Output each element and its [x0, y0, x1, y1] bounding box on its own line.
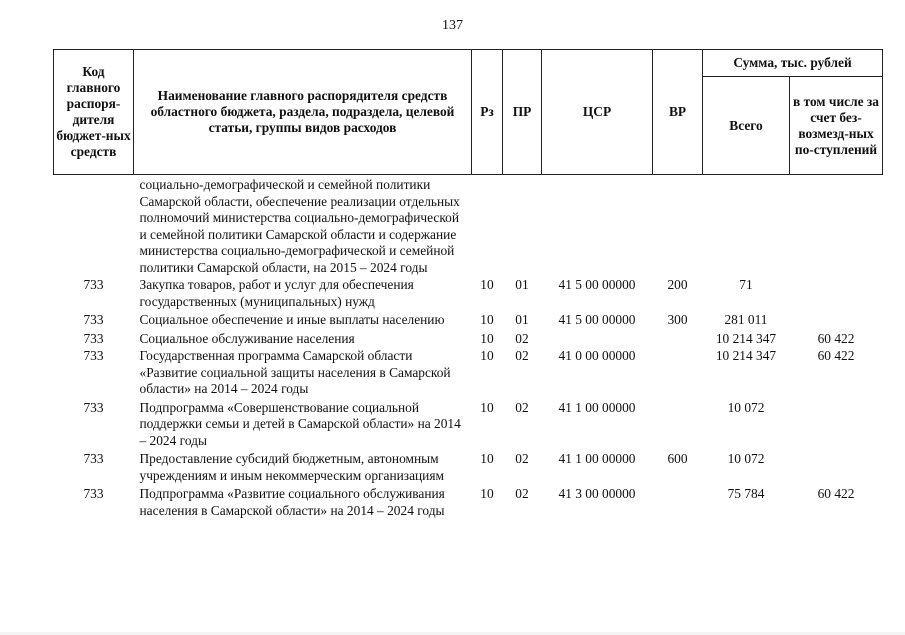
row-total: 71: [739, 277, 753, 292]
row-free: [790, 310, 883, 329]
row-code: 733: [83, 399, 104, 415]
table-row: [54, 310, 883, 329]
header-vr: ВР: [653, 50, 703, 175]
header-code: Код главного распоря-дителя бюджет-ных средств: [54, 50, 134, 175]
row-name: Социальное обслуживание населения: [139, 330, 355, 346]
row-code: 733: [83, 486, 104, 501]
row-name: Подпрограмма «Совершенствование социальной поддержки семьи и детей в Самарской области» на 2014 – 2024 годы: [139, 399, 461, 448]
row-rz: 10: [480, 486, 494, 501]
row-vr: [653, 398, 703, 450]
row-free: 60 422: [817, 330, 855, 346]
table-row: [54, 175, 883, 277]
row-vr: 300: [667, 312, 688, 327]
row-name: Подпрограмма «Развитие социального обслуживания населения в Самарской области» на 2014 – 2024 годы: [139, 486, 445, 518]
table-row: [54, 398, 883, 450]
row-rz: 10: [480, 330, 494, 346]
header-total: Всего: [703, 77, 790, 175]
row-vr: [653, 484, 703, 519]
row-pr: 02: [515, 451, 529, 466]
row-total: 10 072: [727, 399, 765, 415]
page-number: 137: [442, 18, 463, 33]
row-csr: 41 5 00 00000: [558, 277, 636, 292]
table-row: [54, 449, 883, 484]
row-name: Закупка товаров, работ и услуг для обеспечения государственных (муниципальных) нужд: [139, 277, 414, 309]
row-code: 733: [83, 348, 104, 363]
row-pr: 02: [515, 486, 529, 501]
budget-table: [53, 49, 883, 519]
table-row: [54, 276, 883, 310]
row-free: 60 422: [817, 486, 855, 501]
row-free: 60 422: [817, 348, 855, 363]
row-free: [790, 398, 883, 450]
row-rz: 10: [480, 312, 494, 327]
row-code: 733: [83, 451, 104, 466]
row-name: Государственная программа Самарской области «Развитие социальной защиты населения в Самарской области» на 2014 – 2024 годы: [139, 348, 451, 396]
header-rz: Рз: [472, 50, 503, 175]
row-code: 733: [83, 277, 104, 292]
row-vr: 600: [667, 451, 688, 466]
table-row: [54, 484, 883, 519]
continuation-text: социально-демографической и семейной политики Самарской области, обеспечение реализации отдельных полномочий министерства социально-демографической и семейной политики Самарской области и содержание министерства социально-демографической и семейной политики Самарской области, на 2015 – 2024 годы: [139, 177, 460, 275]
table-row: [54, 347, 883, 398]
row-pr: 02: [515, 330, 529, 346]
row-csr: 41 1 00 00000: [558, 451, 636, 466]
table-row: [54, 329, 883, 348]
row-rz: 10: [480, 399, 494, 415]
header-pr: ПР: [503, 50, 542, 175]
row-total: 281 011: [724, 312, 768, 327]
row-vr: [653, 347, 703, 398]
row-pr: 01: [515, 312, 529, 327]
row-total: 10 214 347: [715, 348, 777, 363]
header-free-receipts: в том числе за счет без-возмезд-ных по-ступлений: [790, 77, 883, 175]
header-csr: ЦСР: [542, 50, 653, 175]
row-vr: [653, 329, 703, 348]
row-rz: 10: [480, 451, 494, 466]
row-total: 10 214 347: [715, 330, 777, 346]
row-free: [790, 276, 883, 310]
row-rz: 10: [480, 348, 494, 363]
row-vr: 200: [667, 277, 688, 292]
row-csr: 41 3 00 00000: [558, 486, 636, 501]
row-csr: 41 5 00 00000: [558, 312, 636, 327]
table-header: [54, 50, 883, 175]
row-name: Предоставление субсидий бюджетным, автономным учреждениям и иным некоммерческим организациям: [139, 451, 444, 483]
header-sum-group: Сумма, тыс. рублей: [703, 50, 883, 77]
row-pr: 01: [515, 277, 529, 292]
row-pr: 02: [515, 399, 529, 415]
row-total: 10 072: [727, 451, 765, 466]
row-csr: [542, 329, 653, 348]
row-pr: 02: [515, 348, 529, 363]
table-body: [54, 175, 883, 520]
row-csr: 41 0 00 00000: [558, 348, 636, 363]
row-code: 733: [83, 312, 104, 327]
row-code: 733: [83, 330, 104, 346]
row-total: 75 784: [727, 486, 765, 501]
row-name: Социальное обеспечение и иные выплаты населению: [139, 312, 445, 327]
header-name: Наименование главного распорядителя средств областного бюджета, раздела, подраздела, целевой статьи, группы видов расходов: [134, 50, 472, 175]
row-csr: 41 1 00 00000: [558, 399, 636, 415]
row-free: [790, 449, 883, 484]
row-rz: 10: [480, 277, 494, 292]
